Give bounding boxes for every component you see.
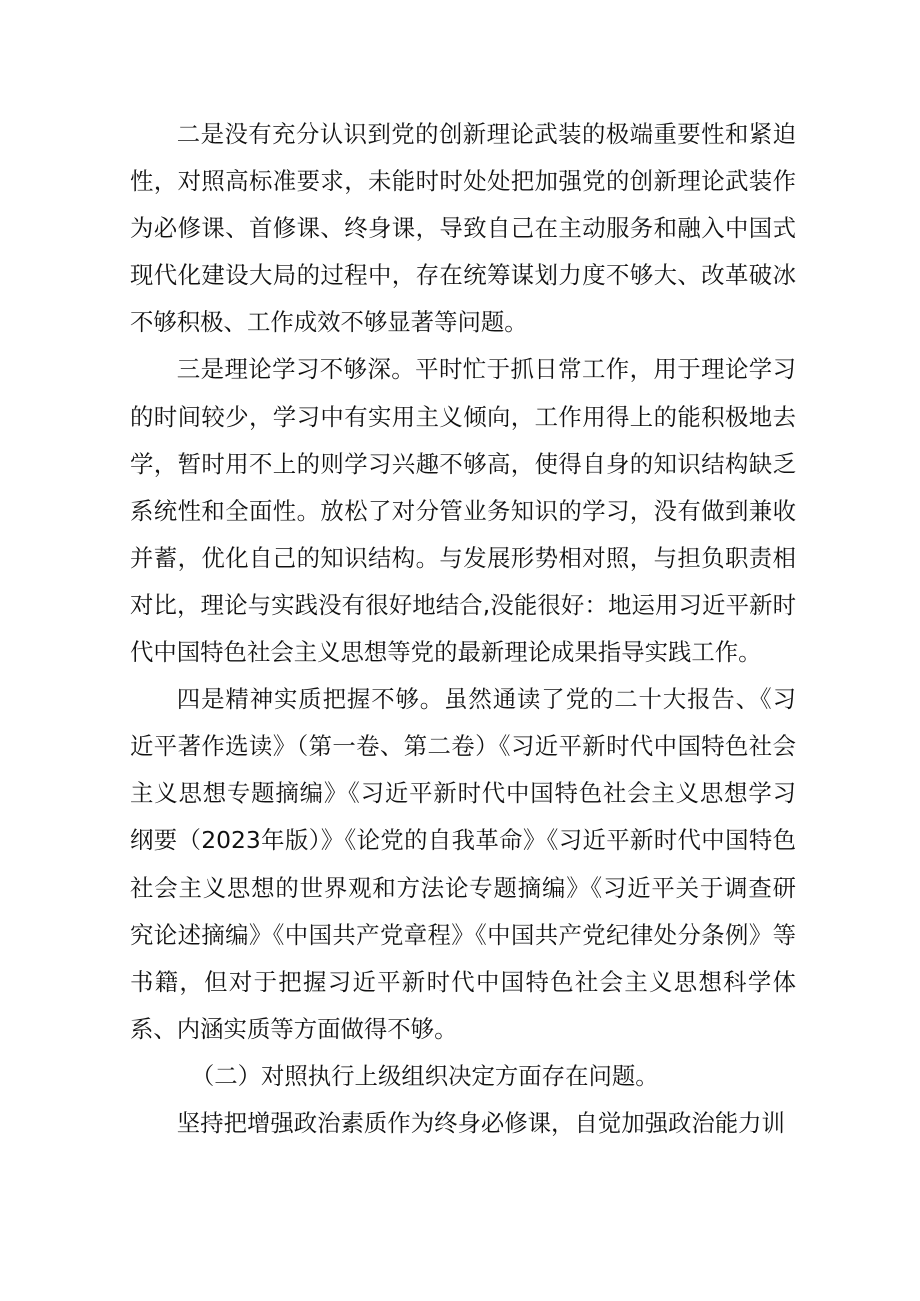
paragraph-point-two: 二是没有充分认识到党的创新理论武装的极端重要性和紧迫性，对照高标准要求，未能时时处处把加强党的创新理论武装作为必修课、首修课、终身课，导致自己在主动服务和融入中国式现代化建设大局的过程中，存在统筹谋划力度不够大、改革破冰不够积极、工作成效不够显著等问题。 (130, 120, 796, 337)
paragraph-point-three: 三是理论学习不够深。平时忙于抓日常工作，用于理论学习的时间较少，学习中有实用主义倾向，工作用得上的能积极地去学，暂时用不上的则学习兴趣不够高，使得自身的知识结构缺乏系统性和全面性。放松了对分管业务知识的学习，没有做到兼收并蓄，优化自己的知识结构。与发展形势相对照，与担负职责相对比，理论与实践没有很好地结合,没能很好：地运用习近平新时代中国特色社会主义思想等党的最新理论成果指导实践工作。 (130, 355, 796, 667)
section-heading: （二）对照执行上级组织决定方面存在问题。 (190, 1061, 659, 1090)
paragraph-trailing: 坚持把增强政治素质作为终身必修课，自觉加强政治能力训 (176, 1108, 785, 1137)
document-body (130, 111, 796, 1147)
paragraph-point-four: 四是精神实质把握不够。虽然通读了党的二十大报告、《习近平著作选读》（第一卷、第二卷）《习近平新时代中国特色社会主义思想专题摘编》《习近平新时代中国特色社会主义思想学习纲要（2023年版）》《论党的自我革命》《习近平新时代中国特色社会主义思想的世界观和方法论专题摘编》《习近平关于调查研究论述摘编》《中国共产党章程》《中国共产党纪律处分条例》等书籍，但对于把握习近平新时代中国特色社会主义思想科学体系、内涵实质等方面做得不够。 (130, 685, 796, 1043)
